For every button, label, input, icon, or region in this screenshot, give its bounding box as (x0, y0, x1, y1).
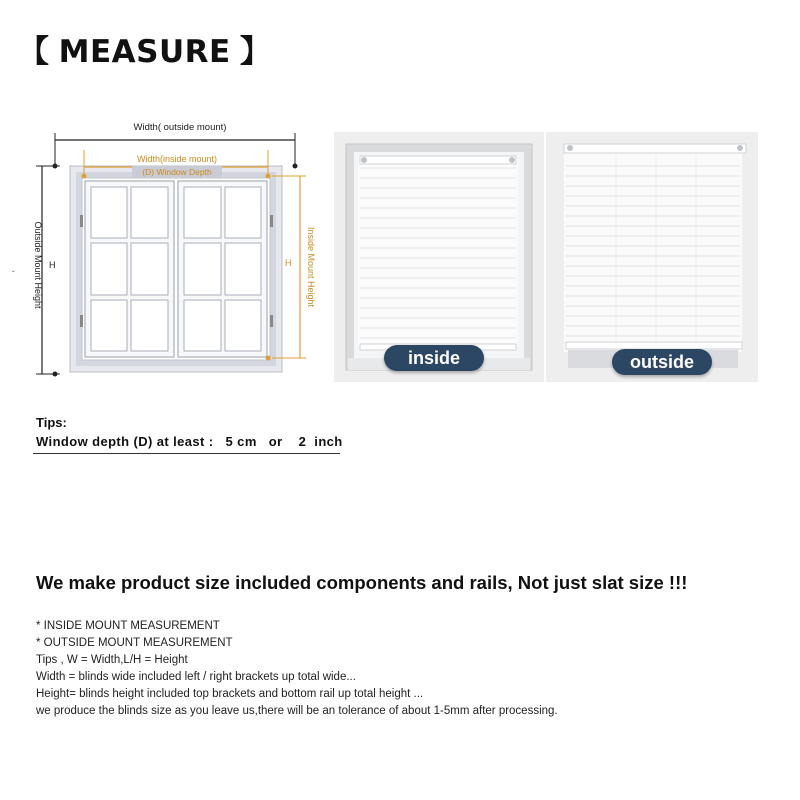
outside-label-pill: outside (612, 349, 712, 375)
note-item: Tips , W = Width,L/H = Height (36, 654, 188, 666)
note-item: * OUTSIDE MOUNT MEASUREMENT (36, 637, 233, 649)
depth-label: (D) Window Depth (142, 167, 212, 177)
inside-mount-photo (334, 132, 544, 382)
width-outside-label: Width( outside mount) (133, 122, 227, 133)
tips-depth-line: Window depth (D) at least : 5 cm or 2 inch (36, 434, 343, 449)
note-item: we produce the blinds size as you leave us,there will be an tolerance of about 1-5mm after processing. (36, 705, 558, 717)
tips-heading: Tips: (36, 415, 67, 430)
title-close-bracket: 】 (239, 34, 272, 70)
page-title (18, 26, 271, 71)
svg-text:ˇ: ˇ (12, 270, 15, 279)
note-item: Width = blinds wide included left / right brackets up total wide... (36, 671, 356, 683)
tips-divider (33, 453, 340, 454)
note-item: * INSIDE MOUNT MEASUREMENT (36, 620, 220, 632)
window-measure-diagram (0, 100, 330, 400)
title-open-bracket: 【 (18, 34, 50, 70)
title-text: MEASURE (58, 34, 231, 70)
width-inside-label: Width(inside mount) (136, 154, 218, 164)
note-item: Height= blinds height included top brackets and bottom rail up total height ... (36, 688, 424, 700)
inside-label-pill: inside (384, 345, 484, 371)
notes-list (36, 618, 558, 720)
inside-height-label: Inside Mount Height (306, 226, 316, 308)
h-left-label: H (49, 260, 56, 270)
h-right-label: H (285, 258, 292, 268)
headline: We make product size included components and rails, Not just slat size !!! (36, 572, 688, 593)
outside-height-label: Outside Mount Height (33, 221, 43, 309)
outside-mount-photo (546, 132, 758, 382)
